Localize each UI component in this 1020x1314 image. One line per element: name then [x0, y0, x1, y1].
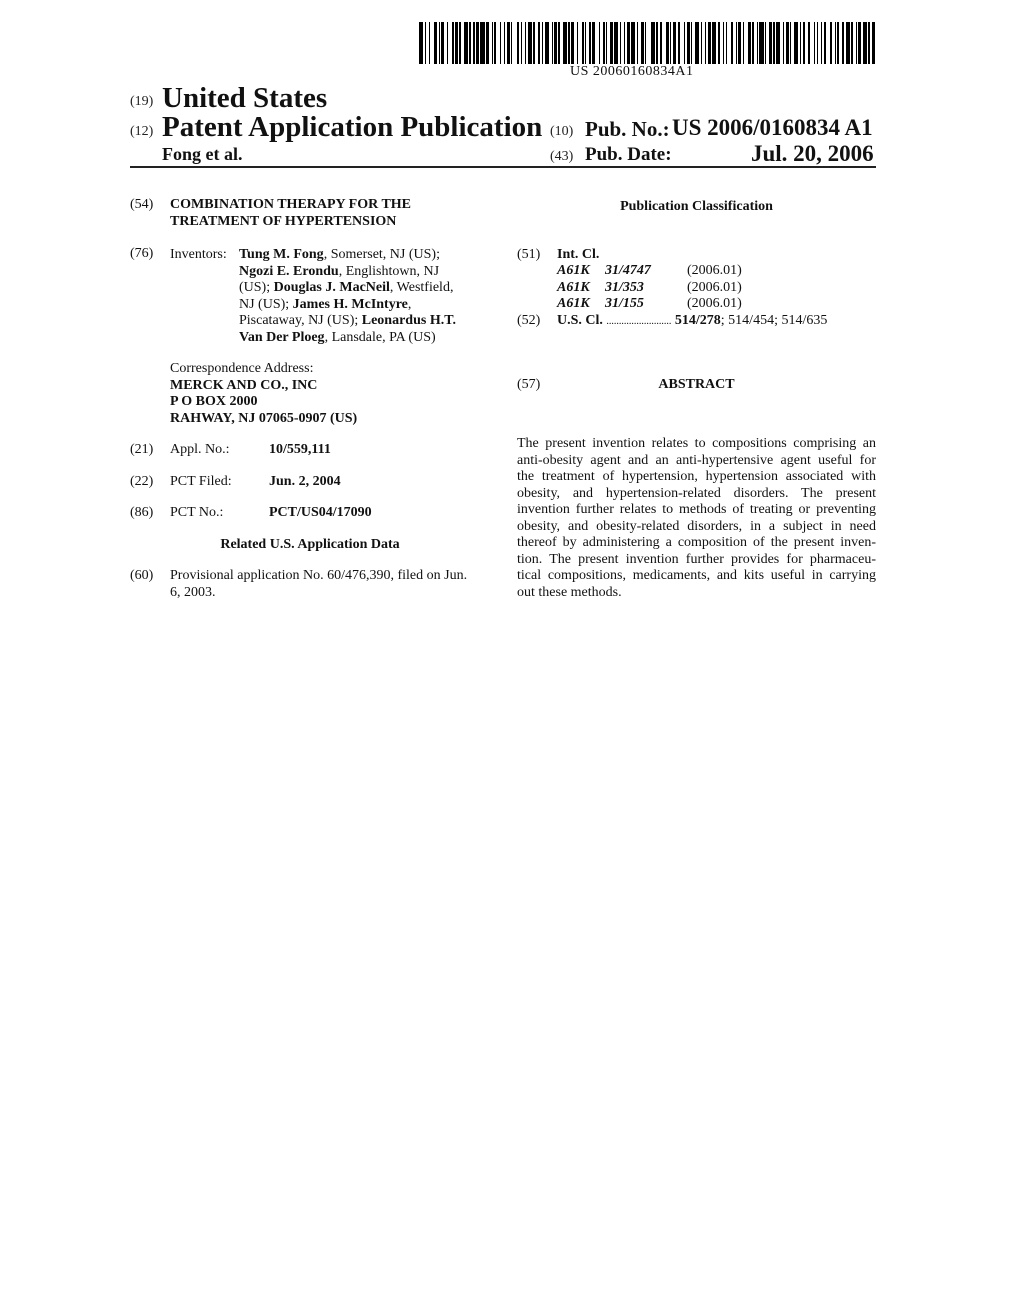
invention-title	[170, 197, 411, 230]
appl-no: 10/559,111	[269, 442, 331, 457]
int-cl-row	[557, 263, 877, 280]
abstract-line: thereof by administering a composition of the present inven-	[517, 535, 876, 550]
inventor-location: ,	[407, 296, 412, 312]
inventors-list	[239, 247, 489, 346]
inventor-location: Piscataway, NJ (US);	[239, 313, 362, 328]
inventor-location: , Westfield,	[389, 280, 454, 295]
inid-60: (60)	[130, 568, 154, 583]
pub-no: US 2006/0160834 A1	[672, 115, 873, 140]
int-cl-subclass: 31/155	[605, 296, 644, 311]
us-cl-label: U.S. Cl.	[557, 313, 603, 328]
abstract-line: tion. The present invention further provides for pharmaceu-	[517, 551, 876, 567]
inventor-line	[239, 297, 489, 314]
pubclass-heading: Publication Classification	[620, 199, 773, 214]
inventors-label: Inventors:	[170, 247, 227, 262]
abstract-line: obesity, and obesity-related disorders, in a subject in need	[517, 518, 876, 534]
inventor-line	[239, 247, 489, 264]
barcode-bar	[872, 22, 875, 64]
provisional-line-2: 6, 2003.	[170, 584, 216, 600]
inid-86: (86)	[130, 505, 154, 520]
inid-54: (54)	[130, 197, 154, 212]
us-cl	[557, 313, 827, 331]
inid-76: (76)	[130, 246, 154, 261]
applicant: Fong et al.	[162, 144, 243, 164]
us-cl-main: 514/278	[674, 313, 721, 328]
int-cl-class: A61K	[557, 296, 590, 311]
abstract-line: the treatment of hypertension, hypertension associated with	[517, 469, 876, 484]
inventor-line	[239, 264, 489, 281]
inventor-name: James H. McIntyre	[292, 296, 408, 312]
inventor-location: (US);	[239, 280, 274, 295]
int-cl-row	[557, 280, 877, 297]
inid-10: (10)	[550, 124, 574, 139]
inventor-line	[239, 313, 489, 330]
inventor-location: , Englishtown, NJ	[338, 263, 440, 279]
us-cl-rest: ; 514/454; 514/635	[720, 313, 828, 328]
inventor-line	[239, 280, 489, 297]
int-cl-version: (2006.01)	[687, 263, 742, 278]
inventor-location: NJ (US);	[239, 296, 293, 312]
int-cl-subclass: 31/353	[605, 279, 644, 295]
title-line-1: COMBINATION THERAPY FOR THE	[170, 197, 412, 212]
int-cl-row	[557, 296, 877, 313]
provisional-application	[170, 568, 467, 601]
barcode	[419, 22, 875, 64]
int-cl-table	[557, 263, 877, 313]
inid-52: (52)	[517, 313, 541, 328]
abstract-line: invention further relates to methods of treating or preventing	[517, 502, 876, 517]
pct-filed-label: PCT Filed:	[170, 474, 232, 489]
inid-19: (19)	[130, 94, 154, 109]
correspondence-address	[170, 361, 357, 427]
us-cl-dots: ..........................	[606, 316, 672, 327]
abstract-line: out these methods.	[517, 584, 622, 600]
pub-no-label: Pub. No.:	[585, 117, 670, 141]
inid-21: (21)	[130, 442, 154, 457]
abstract-line: tical compositions, medicaments, and kits useful in carrying	[517, 568, 876, 583]
inventor-name: Leonardus H.T.	[361, 313, 457, 328]
pub-date: Jul. 20, 2006	[751, 141, 874, 166]
header-rule	[130, 166, 876, 168]
inventor-name: Douglas J. MacNeil	[273, 280, 390, 295]
inid-57: (57)	[517, 377, 541, 392]
correspondence-line-3: RAHWAY, NJ 07065-0907 (US)	[170, 410, 358, 426]
appl-no-label: Appl. No.:	[170, 442, 230, 457]
publication-type: Patent Application Publication	[162, 111, 543, 143]
pct-no-label: PCT No.:	[170, 505, 224, 520]
inid-22: (22)	[130, 474, 154, 489]
int-cl-label: Int. Cl.	[557, 247, 600, 262]
int-cl-subclass: 31/4747	[605, 263, 651, 278]
pct-no: PCT/US04/17090	[269, 505, 372, 520]
abstract-line: The present invention relates to compositions comprising an	[517, 436, 876, 451]
provisional-line-1: Provisional application No. 60/476,390, filed on Jun.	[170, 568, 468, 583]
barcode-number: US 20060160834A1	[570, 64, 694, 79]
related-heading: Related U.S. Application Data	[220, 537, 400, 552]
inid-43: (43)	[550, 149, 574, 164]
abstract-line: obesity, and hypertension-related disorders. The present	[517, 485, 876, 501]
inid-12: (12)	[130, 124, 154, 139]
country-title: United States	[162, 82, 328, 114]
inventor-name: Van Der Ploeg	[239, 329, 325, 345]
int-cl-class: A61K	[557, 279, 590, 295]
inid-51: (51)	[517, 247, 541, 262]
correspondence-line-1: MERCK AND CO., INC	[170, 377, 318, 393]
pct-filed: Jun. 2, 2004	[269, 474, 341, 489]
int-cl-class: A61K	[557, 263, 590, 278]
title-line-2: TREATMENT OF HYPERTENSION	[170, 213, 397, 229]
correspondence-label: Correspondence Address:	[170, 361, 314, 376]
correspondence-line-2: P O BOX 2000	[170, 394, 258, 409]
int-cl-version: (2006.01)	[687, 279, 742, 295]
abstract-line: anti-obesity agent and an anti-hypertensive agent useful for	[517, 452, 876, 468]
pub-date-label: Pub. Date:	[585, 144, 672, 165]
inventor-location: , Somerset, NJ (US);	[323, 247, 440, 262]
inventor-name: Tung M. Fong	[239, 247, 324, 262]
inventor-line	[239, 330, 489, 347]
int-cl-version: (2006.01)	[687, 296, 742, 311]
abstract-heading: ABSTRACT	[658, 377, 735, 392]
inventor-location: , Lansdale, PA (US)	[324, 329, 436, 345]
abstract-text	[517, 436, 876, 601]
inventor-name: Ngozi E. Erondu	[239, 263, 339, 279]
